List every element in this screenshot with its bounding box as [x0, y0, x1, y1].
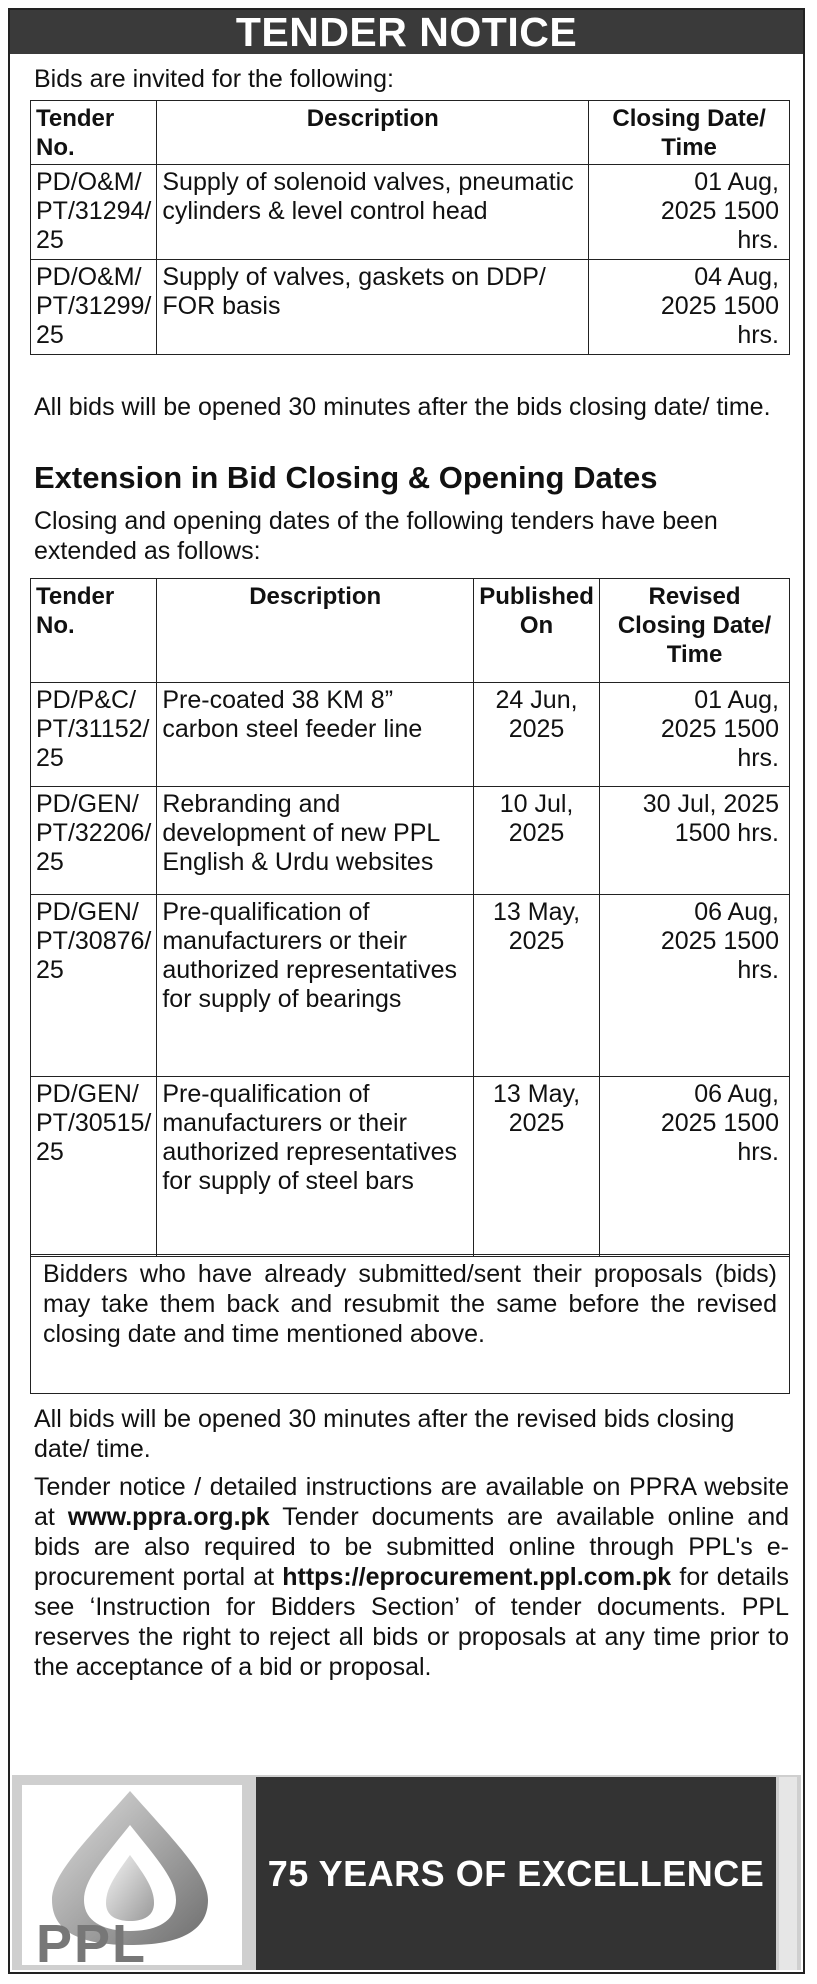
tender-no: PD/P&C/ PT/31152/ 25 [31, 683, 157, 787]
closing-date: 30 Jul, 2025 1500 hrs. [600, 787, 790, 895]
published-date: 10 Jul, 2025 [474, 787, 600, 895]
tender-table [30, 100, 790, 355]
resubmission-note: Bidders who have already submitted/sent their proposals (bids) may take them back and resubmit the same before the revised closing date and time mentioned above. [43, 1260, 777, 1348]
closing-date: 04 Aug, 2025 1500 hrs. [589, 260, 790, 355]
table-row [31, 1077, 790, 1257]
closing-date: 01 Aug, 2025 1500 hrs. [600, 683, 790, 787]
revised-opening-note: All bids will be opened 30 minutes after the revised bids closing date/ time. [34, 1405, 735, 1463]
instructions-part-2: Tender documents are available online and bids are also required to be submitted online through PPL's e-procurement portal at [34, 1503, 790, 1591]
closing-date: 06 Aug, 2025 1500 hrs. [600, 895, 790, 1077]
header-closing: Closing Date/ Time [589, 101, 790, 165]
opening-note: All bids will be opened 30 minutes after the bids closing date/ time. [34, 393, 771, 421]
extension-table [30, 578, 790, 1257]
extension-intro: Closing and opening dates of the following tenders have been extended as follows: [34, 507, 718, 565]
header-description: Description [157, 579, 474, 683]
tender-description: Pre-qualification of manufacturers or their authorized representatives for supply of steel bars [157, 1077, 474, 1257]
tender-no: PD/O&M/ PT/31294/ 25 [31, 165, 157, 260]
resubmission-note-box [30, 1254, 790, 1394]
table-row [31, 260, 790, 355]
header-tender-no: Tender No. [31, 101, 157, 165]
tender-description: Supply of valves, gaskets on DDP/ FOR basis [157, 260, 589, 355]
tender-description: Rebranding and development of new PPL English & Urdu websites [157, 787, 474, 895]
header-revised-closing: Revised Closing Date/ Time [600, 579, 790, 683]
banner-text: 75 YEARS OF EXCELLENCE [267, 1853, 765, 1894]
tender-description: Supply of solenoid valves, pneumatic cylinders & level control head [157, 165, 589, 260]
table-row [31, 895, 790, 1077]
intro-text: Bids are invited for the following: [34, 65, 394, 93]
header-published: Published On [474, 579, 600, 683]
tender-no: PD/GEN/ PT/32206/ 25 [31, 787, 157, 895]
tender-no: PD/GEN/ PT/30515/ 25 [31, 1077, 157, 1257]
instructions-part-1: Tender notice / detailed instructions are available on PPRA website at [34, 1473, 789, 1531]
closing-date: 01 Aug, 2025 1500 hrs. [589, 165, 790, 260]
table-header-row [31, 101, 790, 165]
tender-no: PD/GEN/ PT/30876/ 25 [31, 895, 157, 1077]
table-row [31, 683, 790, 787]
ppl-logo-text: PPL [36, 1914, 148, 1974]
excellence-banner [256, 1777, 776, 1970]
eprocurement-portal-link[interactable]: https://eprocurement.ppl.com.pk [282, 1563, 672, 1591]
table-row [31, 165, 790, 260]
published-date: 13 May, 2025 [474, 895, 600, 1077]
extension-heading: Extension in Bid Closing & Opening Dates [34, 460, 658, 495]
page-title: TENDER NOTICE [10, 10, 803, 54]
tender-description: Pre-qualification of manufacturers or their authorized representatives for supply of bearings [157, 895, 474, 1077]
tender-no: PD/O&M/ PT/31299/ 25 [31, 260, 157, 355]
banner-stripe [779, 1777, 797, 1970]
table-header-row [31, 579, 790, 683]
instructions-part-3: for details see ‘Instruction for Bidders Section’ of tender documents. PPL reserves the right to reject all bids or proposals at any time prior to the acceptance of a bid or proposal. [34, 1563, 789, 1681]
ppra-website-link[interactable]: www.ppra.org.pk [67, 1503, 270, 1531]
tender-description: Pre-coated 38 KM 8” carbon steel feeder line [157, 683, 474, 787]
instructions-paragraph [34, 1472, 789, 1682]
header-tender-no: Tender No. [31, 579, 157, 683]
published-date: 13 May, 2025 [474, 1077, 600, 1257]
header-description: Description [157, 101, 589, 165]
closing-date: 06 Aug, 2025 1500 hrs. [600, 1077, 790, 1257]
table-row [31, 787, 790, 895]
published-date: 24 Jun, 2025 [474, 683, 600, 787]
